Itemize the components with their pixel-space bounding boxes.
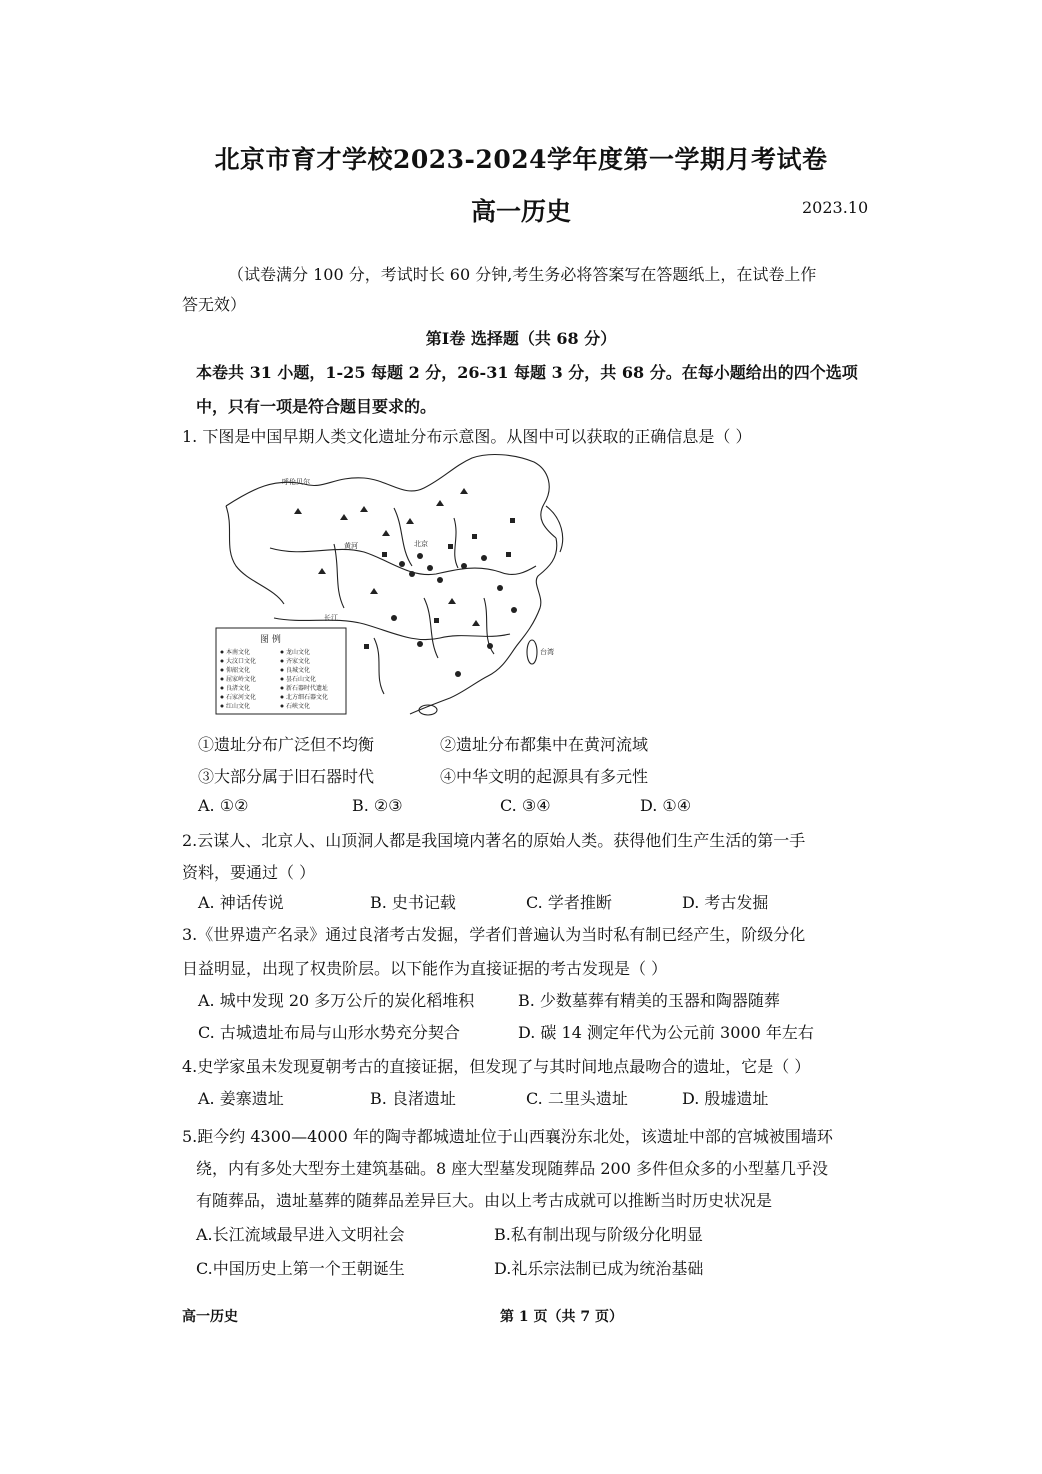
section-instruction-line2: 中，只有一项是符合题目要求的。: [196, 397, 437, 416]
section-title: 第Ⅰ卷 选择题（共 68 分）: [425, 329, 617, 348]
legend-right-1: 齐家文化: [286, 658, 311, 665]
map-label-4: 台湾: [540, 648, 554, 656]
q1-statement-4: ④中华文明的起源具有多元性: [440, 767, 649, 786]
q5-option-b: B.私有制出现与阶级分化明显: [494, 1225, 703, 1244]
culture-site-map: [214, 448, 574, 716]
q2-stem-line2: 资料，要通过（ ）: [182, 863, 316, 882]
legend-left-6: 红山文化: [226, 703, 251, 710]
q3-stem-line1: 3.《世界遗产名录》通过良渚考古发掘，学者们普遍认为当时私有制已经产生，阶级分化: [182, 925, 806, 944]
q2-option-c: C. 学者推断: [526, 893, 612, 912]
q4-stem: 4.史学家虽未发现夏朝考古的直接证据，但发现了与其时间地点最吻合的遗址，它是（ ）: [182, 1057, 811, 1076]
footer-page-number: 第 1 页（共 7 页）: [500, 1309, 623, 1325]
exam-note-line2: 答无效）: [182, 295, 247, 314]
exam-date: 2023.10: [802, 198, 869, 217]
q5-option-a: A.长江流域最早进入文明社会: [196, 1225, 405, 1244]
q1-option-c: C. ③④: [500, 796, 551, 815]
q5-stem-line2: 绕，内有多处大型夯土建筑基础。8 座大型墓发现随葬品 200 多件但众多的小型墓几乎没: [196, 1159, 828, 1178]
section-instruction-line1: 本卷共 31 小题，1-25 每题 2 分，26-31 每题 3 分，共 68 分。在每小题给出的四个选项: [196, 363, 858, 382]
map-label-2: 黄河: [344, 542, 358, 550]
legend-right-4: 新石器时代遗址: [286, 685, 329, 692]
legend-left-2: 仰韶文化: [226, 667, 251, 674]
q1-stem: 1. 下图是中国早期人类文化遗址分布示意图。从图中可以获取的正确信息是（ ）: [182, 427, 752, 446]
map-label-3: 长江: [324, 614, 338, 622]
q4-option-c: C. 二里头遗址: [526, 1089, 628, 1108]
q5-option-c: C.中国历史上第一个王朝诞生: [196, 1259, 405, 1278]
q1-option-b: B. ②③: [352, 796, 403, 815]
q3-option-b: B. 少数墓葬有精美的玉器和陶器随葬: [518, 991, 780, 1010]
legend-right-0: 龙山文化: [286, 649, 311, 656]
legend-right-6: 石峡文化: [286, 703, 311, 710]
exam-subject: 高一历史: [470, 197, 571, 226]
q2-stem-line1: 2.云谋人、北京人、山顶洞人都是我国境内著名的原始人类。获得他们生产生活的第一手: [182, 831, 806, 850]
q3-stem-line2: 日益明显，出现了权贵阶层。以下能作为直接证据的考古发现是（ ）: [182, 959, 668, 978]
legend-title: 图 例: [260, 635, 281, 645]
legend-left-1: 大汶口文化: [226, 658, 257, 665]
legend-right-5: 北方细石器文化: [286, 694, 329, 701]
q5-stem-line1: 5.距今约 4300—4000 年的陶寺都城遗址位于山西襄汾东北处，该遗址中部的宫城被围墙环: [182, 1127, 833, 1146]
exam-note-line1: （试卷满分 100 分，考试时长 60 分钟,考生务必将答案写在答题纸上，在试卷上作: [228, 265, 817, 284]
exam-title: 北京市育才学校2023-2024学年度第一学期月考试卷: [214, 145, 828, 174]
q5-option-d: D.礼乐宗法制已成为统治基础: [494, 1259, 704, 1278]
q1-statement-1: ①遗址分布广泛但不均衡: [198, 735, 375, 754]
q2-option-b: B. 史书记载: [370, 893, 456, 912]
q1-option-d: D. ①④: [640, 796, 692, 815]
q3-option-d: D. 碳 14 测定年代为公元前 3000 年左右: [518, 1023, 814, 1042]
q4-option-a: A. 姜寨遗址: [198, 1089, 284, 1108]
map-label-0: 呼伦贝尔: [282, 478, 310, 486]
q5-stem-line3: 有随葬品，遗址墓葬的随葬品差异巨大。由以上考古成就可以推断当时历史状况是: [196, 1191, 773, 1210]
legend-left-5: 石家河文化: [226, 694, 257, 701]
q3-option-c: C. 古城遗址布局与山形水势充分契合: [198, 1023, 460, 1042]
q4-option-b: B. 良渚遗址: [370, 1089, 456, 1108]
legend-right-2: 良城文化: [286, 667, 311, 674]
q1-statement-2: ②遗址分布都集中在黄河流域: [440, 735, 649, 754]
legend-left-4: 良渚文化: [226, 685, 251, 692]
legend-left-3: 屈家岭文化: [226, 676, 257, 683]
q1-option-a: A. ①②: [198, 796, 249, 815]
map-label-1: 北京: [414, 540, 428, 548]
q4-option-d: D. 殷墟遗址: [682, 1089, 769, 1108]
map-illustration: [214, 448, 574, 716]
legend-right-3: 昙石山文化: [286, 676, 317, 683]
q2-option-a: A. 神话传说: [198, 893, 284, 912]
q1-statement-3: ③大部分属于旧石器时代: [198, 767, 375, 786]
legend-left-0: 本南文化: [226, 649, 251, 656]
q3-option-a: A. 城中发现 20 多万公斤的炭化稻堆积: [198, 991, 475, 1010]
q2-option-d: D. 考古发掘: [682, 893, 769, 912]
footer-subject: 高一历史: [182, 1309, 238, 1325]
